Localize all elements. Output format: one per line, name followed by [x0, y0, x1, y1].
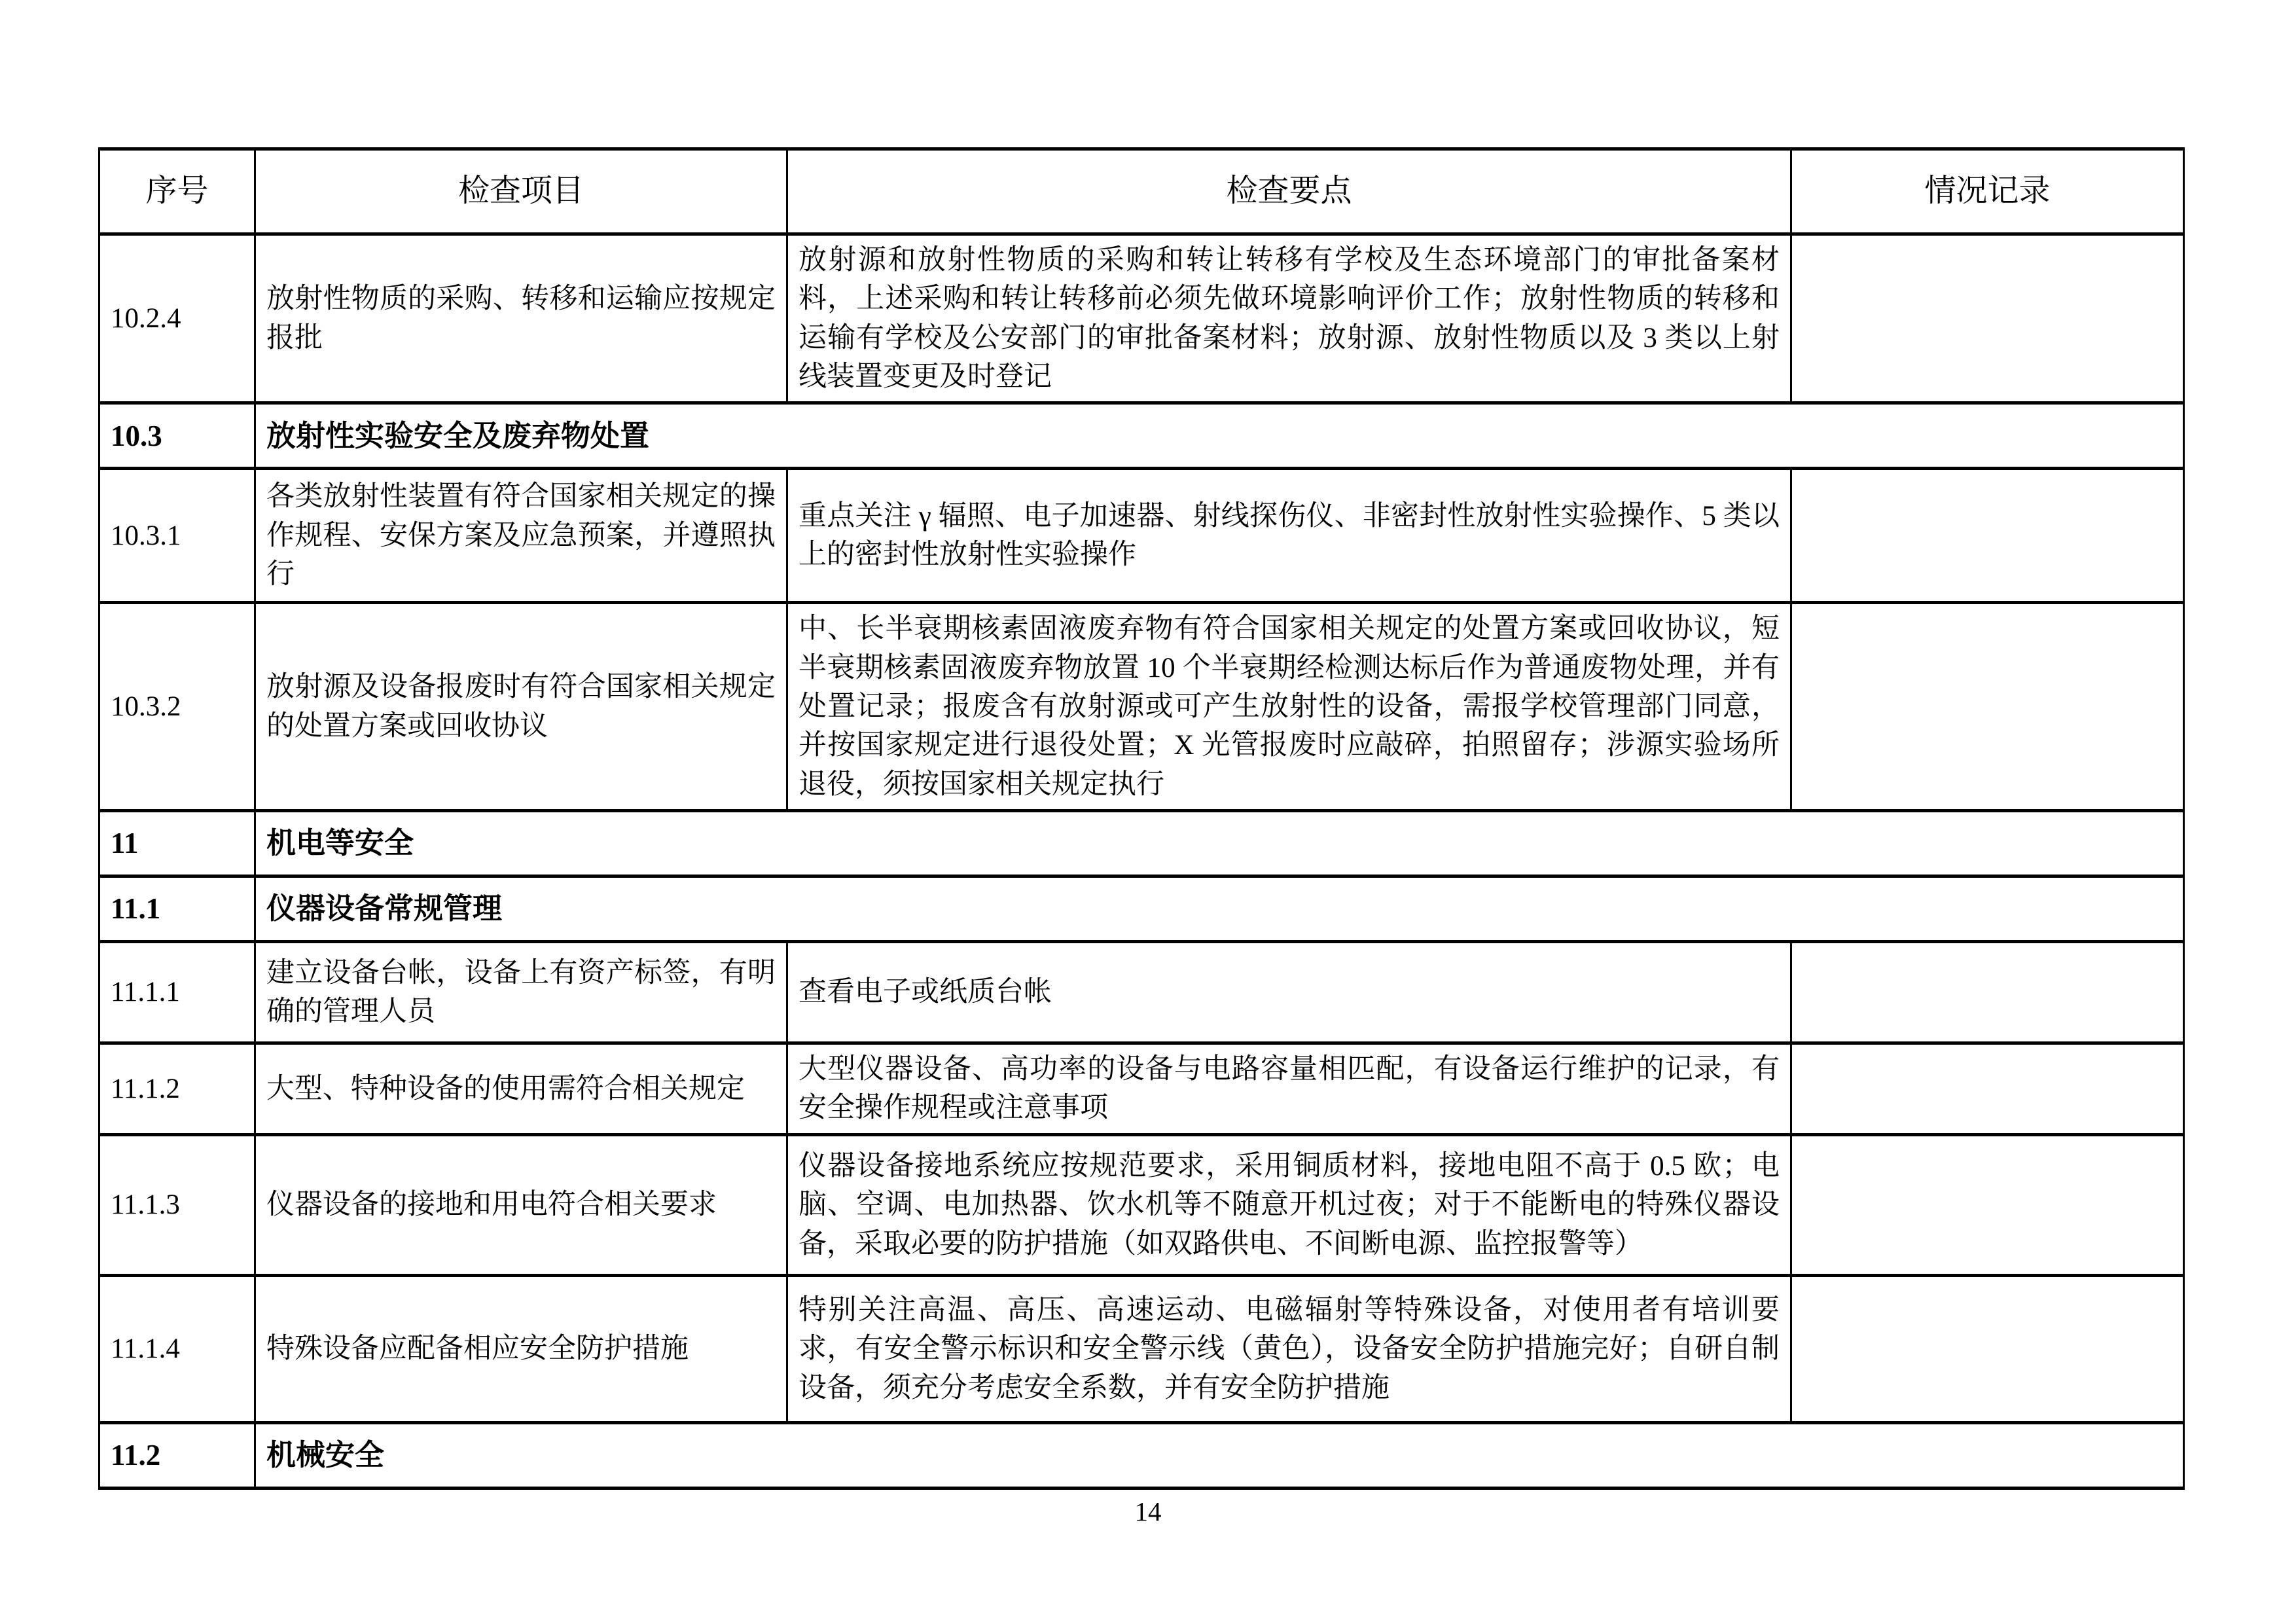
row-item-text: 仪器设备的接地和用电符合相关要求: [255, 1134, 787, 1275]
row-record-cell: [1791, 1275, 2184, 1422]
table-row: [99, 941, 2184, 1043]
row-points-text: 放射源和放射性物质的采购和转让转移有学校及生态环境部门的审批备案材料，上述采购和转让转移前必须先做环境影响评价工作；放射性物质的转移和运输有学校及公安部门的审批备案材料；放射源、放射性物质以及 3 类以上射线装置变更及时登记: [787, 234, 1791, 403]
table-section-row: [99, 1422, 2184, 1488]
row-serial: 10.3: [99, 403, 255, 469]
column-header-serial: 序号: [99, 149, 255, 234]
row-serial: 11.1.1: [99, 941, 255, 1043]
column-header-record: 情况记录: [1791, 149, 2184, 234]
row-points-text: 特别关注高温、高压、高速运动、电磁辐射等特殊设备，对使用者有培训要求，有安全警示标识和安全警示线（黄色），设备安全防护措施完好；自研自制设备，须充分考虑安全系数，并有安全防护措施: [787, 1275, 1791, 1422]
section-title: 机电等安全: [255, 810, 2184, 876]
row-serial: 11.1: [99, 876, 255, 941]
section-title: 放射性实验安全及废弃物处置: [255, 403, 2184, 469]
row-record-cell: [1791, 1134, 2184, 1275]
row-serial: 10.2.4: [99, 234, 255, 403]
row-serial: 11.1.3: [99, 1134, 255, 1275]
row-item-text: 特殊设备应配备相应安全防护措施: [255, 1275, 787, 1422]
row-record-cell: [1791, 603, 2184, 811]
table-section-row: [99, 876, 2184, 941]
row-record-cell: [1791, 941, 2184, 1043]
column-header-points: 检查要点: [787, 149, 1791, 234]
row-item-text: 放射源及设备报废时有符合国家相关规定的处置方案或回收协议: [255, 603, 787, 811]
table-section-row: [99, 403, 2184, 469]
row-record-cell: [1791, 469, 2184, 603]
row-record-cell: [1791, 234, 2184, 403]
table-row: [99, 1275, 2184, 1422]
table-row: [99, 603, 2184, 811]
inspection-checklist-table: [98, 147, 2185, 1490]
section-title: 机械安全: [255, 1422, 2184, 1488]
row-points-text: 仪器设备接地系统应按规范要求，采用铜质材料，接地电阻不高于 0.5 欧；电脑、空调、电加热器、饮水机等不随意开机过夜；对于不能断电的特殊仪器设备，采取必要的防护措施（如双路供电、不间断电源、监控报警等）: [787, 1134, 1791, 1275]
row-points-text: 中、长半衰期核素固液废弃物有符合国家相关规定的处置方案或回收协议，短半衰期核素固液废弃物放置 10 个半衰期经检测达标后作为普通废物处理，并有处置记录；报废含有放射源或可产生放射性的设备，需报学校管理部门同意，并按国家规定进行退役处置；X 光管报废时应敲碎，拍照留存；涉源实验场所退役，须按国家相关规定执行: [787, 603, 1791, 811]
row-item-text: 各类放射性装置有符合国家相关规定的操作规程、安保方案及应急预案，并遵照执行: [255, 469, 787, 603]
row-points-text: 查看电子或纸质台帐: [787, 941, 1791, 1043]
header-row: [99, 149, 2184, 234]
row-serial: 11.1.2: [99, 1043, 255, 1134]
table-section-row: [99, 810, 2184, 876]
table-row: [99, 1134, 2184, 1275]
table-row: [99, 234, 2184, 403]
page-number: 14: [1134, 1496, 1162, 1526]
row-record-cell: [1791, 1043, 2184, 1134]
row-item-text: 建立设备台帐，设备上有资产标签，有明确的管理人员: [255, 941, 787, 1043]
table-row: [99, 1043, 2184, 1134]
row-serial: 11.1.4: [99, 1275, 255, 1422]
row-points-text: 重点关注 γ 辐照、电子加速器、射线探伤仪、非密封性放射性实验操作、5 类以上的密封性放射性实验操作: [787, 469, 1791, 603]
row-serial: 10.3.2: [99, 603, 255, 811]
table-row: [99, 469, 2184, 603]
row-serial: 11.2: [99, 1422, 255, 1488]
row-item-text: 大型、特种设备的使用需符合相关规定: [255, 1043, 787, 1134]
row-serial: 10.3.1: [99, 469, 255, 603]
column-header-item: 检查项目: [255, 149, 787, 234]
row-points-text: 大型仪器设备、高功率的设备与电路容量相匹配，有设备运行维护的记录，有安全操作规程或注意事项: [787, 1043, 1791, 1134]
row-item-text: 放射性物质的采购、转移和运输应按规定报批: [255, 234, 787, 403]
row-serial: 11: [99, 810, 255, 876]
section-title: 仪器设备常规管理: [255, 876, 2184, 941]
